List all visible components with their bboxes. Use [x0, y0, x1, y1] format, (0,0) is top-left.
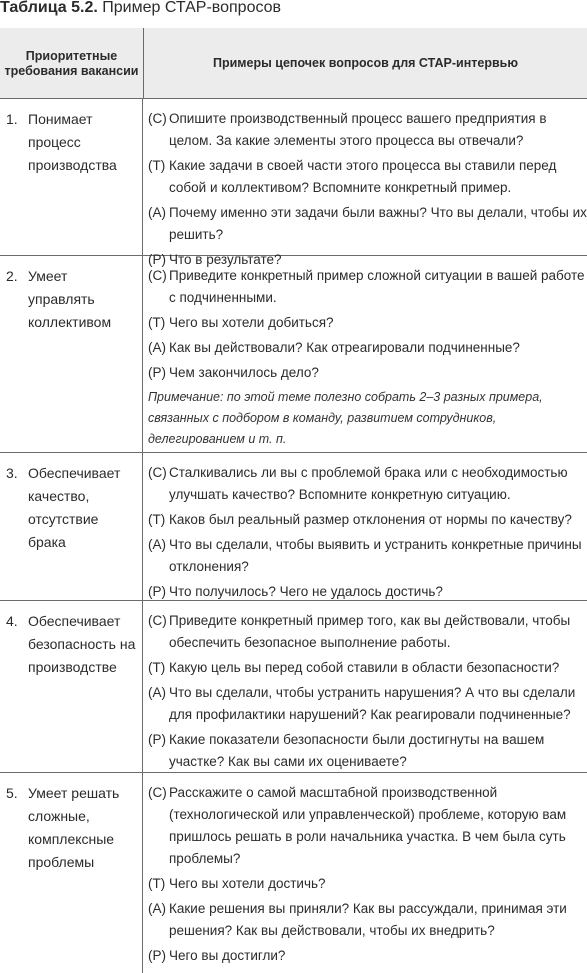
row-note: Примечание: по этой теме полезно собрать 2–3 разных примера, связанных с подбором в команду, развитием сотрудников, делегированием и т. п. [148, 390, 543, 446]
star-tag: (Т) [148, 660, 166, 675]
star-tag: (С) [148, 785, 167, 800]
star-tag: (Р) [148, 732, 166, 747]
star-tag: (А) [148, 685, 166, 700]
question-text: Почему именно эти задачи были важны? Что вы делали, чтобы их решить? [169, 205, 587, 242]
table-caption [0, 0, 281, 18]
question-text: Чего вы хотели достичь? [169, 876, 326, 891]
question-task [148, 873, 587, 895]
requirement-cell [0, 99, 143, 255]
question-situation [148, 108, 587, 152]
question-text: Что вы сделали, чтобы выявить и устранить конкретные причины отклонения? [169, 537, 582, 574]
requirement-text: Понимает процесс производства [28, 111, 117, 173]
star-tag: (А) [148, 205, 166, 220]
question-task [148, 312, 587, 334]
questions-cell [143, 773, 587, 973]
star-tag: (Т) [148, 876, 166, 891]
row-number: 5. [6, 785, 18, 801]
question-text: Какую цель вы перед собой ставили в области безопасности? [169, 660, 560, 675]
star-tag: (Р) [148, 365, 166, 380]
question-result [148, 362, 587, 384]
table-row [0, 773, 587, 973]
question-text: Чего вы хотели добиться? [169, 315, 334, 330]
question-text: Приведите конкретный пример того, как вы действовали, чтобы обеспечить безопасное выполнение работы. [169, 613, 571, 650]
requirement-text: Обеспечивает безопасность на производстве [28, 613, 136, 675]
question-text: Какие решения вы приняли? Как вы рассуждали, принимая эти решения? Как вы действовали, чтобы их внедрить? [169, 901, 567, 938]
question-result [148, 945, 587, 967]
question-text: Какие показатели безопасности были достигнуты на вашем участке? Как вы сами их оцениваете? [169, 732, 545, 769]
table-row [0, 256, 587, 453]
question-action [148, 534, 587, 578]
question-task [148, 657, 587, 679]
row-number: 2. [6, 268, 18, 284]
question-action [148, 337, 587, 359]
question-text: Как вы действовали? Как отреагировали подчиненные? [169, 340, 520, 355]
header-question-chains: Примеры цепочек вопросов для СТАР-интервью [212, 55, 518, 70]
questions-cell [143, 453, 587, 600]
question-text: Расскажите о самой масштабной производственной (технологической или управленческой) проблеме, которую вам пришлось решать в роли начальника участка. В чем была суть проблемы? [169, 785, 567, 866]
requirement-cell [0, 773, 143, 973]
requirement-text: Умеет решать сложные, комплексные проблемы [28, 785, 120, 870]
requirement-cell [0, 453, 143, 600]
star-tag: (С) [148, 613, 167, 628]
star-tag: (А) [148, 901, 166, 916]
requirement-text: Обеспечивает качество, отсутствие брака [28, 465, 121, 550]
question-text: Что в результате? [169, 252, 282, 267]
questions-cell [143, 601, 587, 772]
star-tag: (С) [148, 465, 167, 480]
question-text: Чем закончилось дело? [169, 365, 319, 380]
question-text: Приведите конкретный пример сложной ситуации в вашей работе с подчиненными. [169, 268, 585, 305]
star-tag: (С) [148, 111, 167, 126]
question-situation [148, 782, 587, 870]
row-number: 3. [6, 465, 18, 481]
caption-number: Таблица 5.2. [0, 0, 98, 16]
table-row [0, 453, 587, 601]
star-questions-table [0, 28, 587, 973]
star-tag: (Т) [148, 315, 166, 330]
questions-cell [143, 256, 587, 452]
table-row [0, 99, 587, 267]
star-tag: (Р) [148, 584, 166, 599]
star-tag: (Р) [148, 948, 166, 963]
question-task [148, 155, 587, 199]
requirement-text: Умеет управлять коллективом [28, 268, 112, 330]
caption-title: Пример СТАР-вопросов [102, 0, 282, 16]
question-text: Опишите производственный процесс вашего предприятия в целом. За какие элементы этого процесса вы отвечали? [169, 111, 547, 148]
question-action [148, 682, 587, 726]
table-header [0, 28, 587, 99]
requirement-cell [0, 256, 143, 452]
question-situation [148, 462, 587, 506]
question-action [148, 898, 587, 942]
question-text: Чего вы достигли? [169, 948, 286, 963]
header-requirements: Приоритетные требования вакансии [0, 28, 144, 98]
question-task [148, 509, 587, 531]
table-row [0, 601, 587, 773]
row-number: 4. [6, 613, 18, 629]
star-tag: (А) [148, 340, 166, 355]
row-number: 1. [6, 111, 18, 127]
star-tag: (С) [148, 268, 167, 283]
question-situation [148, 265, 587, 309]
star-tag: (Т) [148, 512, 166, 527]
question-text: Что вы сделали, чтобы устранить нарушения? А что вы сделали для профилактики нарушений? Как реагировали подчиненные? [169, 685, 576, 722]
question-action [148, 202, 587, 246]
question-result [148, 581, 587, 603]
star-tag: (Т) [148, 158, 166, 173]
question-text: Каков был реальный размер отклонения от нормы по качеству? [169, 512, 572, 527]
requirement-cell [0, 601, 143, 772]
questions-cell [143, 99, 587, 267]
star-tag: (А) [148, 537, 166, 552]
star-tag: (Р) [148, 252, 166, 267]
question-text: Какие задачи в своей части этого процесса вы ставили перед собой и коллективом? Вспомните конкретный пример. [169, 158, 557, 195]
question-text: Сталкивались ли вы с проблемой брака или с необходимостью улучшать качество? Вспомните конкретную ситуацию. [169, 465, 568, 502]
question-situation [148, 610, 587, 654]
question-text: Что получилось? Чего не удалось достичь? [169, 584, 443, 599]
question-result [148, 729, 587, 773]
